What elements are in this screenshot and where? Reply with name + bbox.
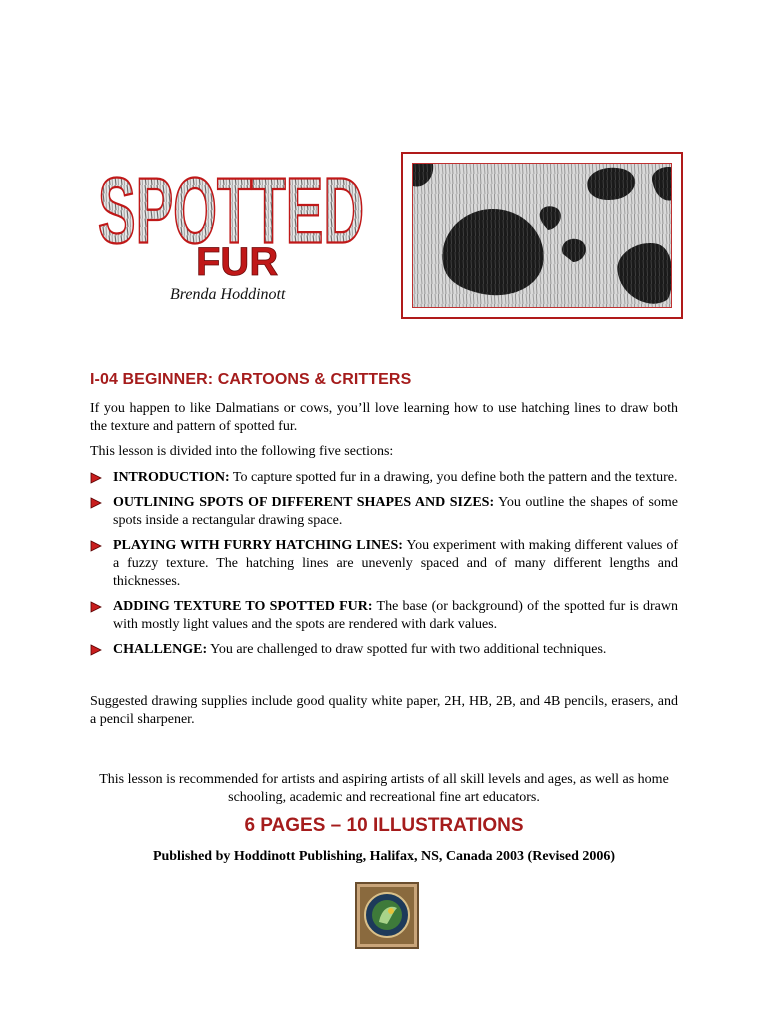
fur-illustration-inner <box>412 163 672 308</box>
fur-texture <box>413 164 672 308</box>
intro-paragraph: If you happen to like Dalmatians or cows, you’ll love learning how to use hatching lines to draw both the texture and pattern of spotted fur. <box>90 401 678 434</box>
recommendation-note: This lesson is recommended for artists and aspiring artists of all skill levels and ages, as well as home schooling, academic and recreational fine art educators. <box>99 772 669 805</box>
pages-illustrations-count: 6 PAGES – 10 ILLUSTRATIONS <box>244 815 524 836</box>
list-item <box>90 469 678 487</box>
publisher-line: Published by Hoddinott Publishing, Halifax, NS, Canada 2003 (Revised 2006) <box>152 849 616 864</box>
section-title: CHALLENGE: <box>113 642 208 657</box>
section-text: You experiment with making different values of a fuzzy texture. The hatching lines are unevenly spaced and of many different lengths and thicknesses. <box>113 538 678 589</box>
logo-emblem-icon <box>357 884 417 947</box>
publisher-logo <box>355 882 419 949</box>
list-item <box>90 641 678 659</box>
section-text: You outline the shapes of some spots inside a rectangular drawing space. <box>113 495 679 528</box>
section-text: To capture spotted fur in a drawing, you define both the pattern and the texture. <box>229 470 678 485</box>
section-text: The base (or background) of the spotted fur is drawn with mostly light values and the spots are rendered with dark values. <box>113 599 678 632</box>
section-title: INTRODUCTION: <box>113 470 230 485</box>
red-arrow-bullet-icon <box>90 540 102 552</box>
spotted-fur-illustration <box>401 152 683 319</box>
sections-intro: This lesson is divided into the following five sections: <box>90 444 394 459</box>
sections-list <box>90 469 678 666</box>
lesson-heading: I-04 BEGINNER: CARTOONS & CRITTERS <box>90 371 412 388</box>
list-item <box>90 494 678 530</box>
section-title: ADDING TEXTURE TO SPOTTED FUR: <box>113 599 373 614</box>
supplies-paragraph: Suggested drawing supplies include good quality white paper, 2H, HB, 2B, and 4B pencils, erasers, and a pencil sharpener. <box>90 694 678 727</box>
title-block <box>96 143 366 318</box>
section-title: PLAYING WITH FURRY HATCHING LINES: <box>113 538 403 553</box>
red-arrow-bullet-icon <box>90 644 102 656</box>
red-arrow-bullet-icon <box>90 601 102 613</box>
title-spotted: SPOTTED <box>98 159 364 264</box>
section-title: OUTLINING SPOTS OF DIFFERENT SHAPES AND SIZES: <box>113 495 495 510</box>
title-fur: FUR <box>196 240 279 284</box>
list-item <box>90 537 678 591</box>
list-item <box>90 598 678 634</box>
author-name: Brenda Hoddinott <box>170 286 286 303</box>
red-arrow-bullet-icon <box>90 472 102 484</box>
red-arrow-bullet-icon <box>90 497 102 509</box>
section-text: You are challenged to draw spotted fur with two additional techniques. <box>207 642 607 657</box>
